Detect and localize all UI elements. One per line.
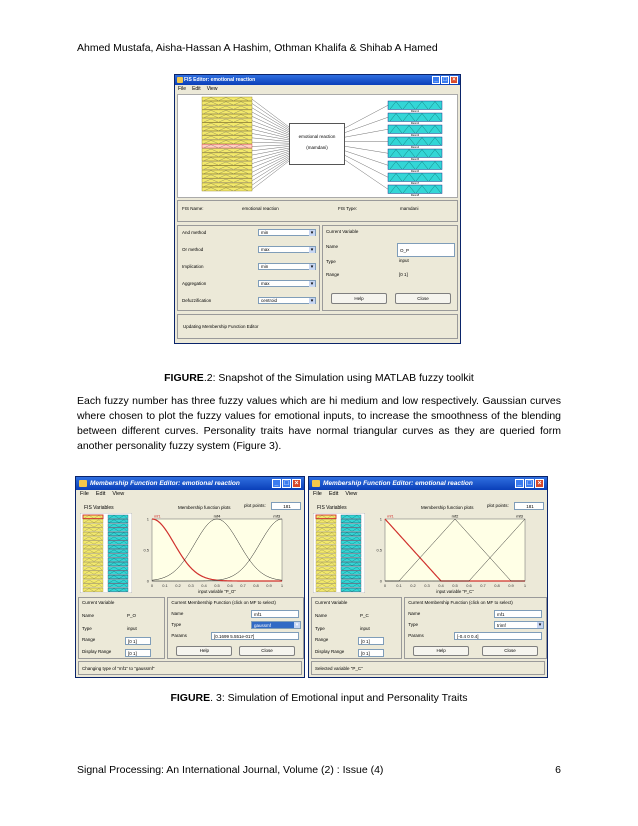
and-method-label: And method	[182, 230, 207, 235]
input-connector	[252, 145, 289, 147]
x-tick-label: 0.5	[452, 583, 458, 588]
variable-name-label: Name	[326, 244, 339, 249]
input-connector	[252, 112, 289, 132]
plot-points-field[interactable]: 181	[514, 502, 544, 510]
output-variable-block	[108, 588, 128, 592]
menu-view[interactable]: View	[206, 86, 218, 92]
input-variable-block	[83, 571, 103, 575]
output-connector	[345, 151, 388, 165]
status-text: Changing type of "mf1" to "gaussmf"	[82, 666, 155, 671]
figure3-caption	[0, 692, 638, 704]
display-range-label: Display Range	[82, 649, 112, 654]
input-variable-block	[316, 519, 336, 523]
output-connector	[345, 160, 388, 189]
matlab-icon	[177, 77, 183, 83]
mf-label: mf1	[153, 513, 161, 519]
output-variable-block	[108, 519, 128, 523]
y-tick-label: 1	[146, 516, 149, 522]
input-connector	[252, 161, 289, 189]
menu-edit[interactable]: Edit	[95, 491, 106, 497]
range-field[interactable]: [0 1]	[125, 637, 151, 645]
system-type: (mamdani)	[306, 145, 328, 150]
x-tick-label: 0.1	[162, 583, 168, 588]
minimize-icon[interactable]: _	[515, 479, 524, 488]
output-variable-block	[388, 125, 442, 134]
page-number: 6	[555, 764, 561, 776]
display-range-field[interactable]: [0 1]	[358, 649, 384, 657]
input-variable-block	[83, 588, 103, 592]
input-variable-block	[316, 549, 336, 553]
output-variable-block	[341, 528, 361, 532]
variable-type-label: Type	[82, 626, 92, 631]
output-variable-block	[341, 584, 361, 588]
menu-file[interactable]: File	[178, 86, 187, 92]
x-tick-label: 0.4	[438, 583, 444, 588]
variable-type-label: Type	[315, 626, 325, 631]
y-tick-label: 0	[146, 578, 149, 584]
fis-type-label: FIS Type:	[338, 206, 358, 211]
menu-edit[interactable]: Edit	[328, 491, 339, 497]
input-variable-block	[83, 541, 103, 545]
output-variable-block	[388, 173, 442, 182]
mf-label: mf2	[451, 513, 459, 519]
figure2-label: FIGURE	[164, 372, 204, 384]
close-button[interactable]: Close	[239, 646, 295, 656]
window-title: Membership Function Editor: emotional reaction	[323, 480, 473, 487]
matlab-icon	[312, 480, 320, 487]
x-axis-label: input variable "P_O"	[198, 589, 236, 594]
input-variable-block	[83, 580, 103, 584]
output-variable-block	[341, 558, 361, 562]
variable-name-value: P_O	[127, 613, 137, 618]
output-variable-block	[341, 571, 361, 575]
implication-label: Implication	[182, 264, 204, 269]
status-bar	[78, 661, 302, 675]
output-variable-block	[388, 113, 442, 122]
output-variable-block	[108, 524, 128, 528]
input-variable-block	[316, 575, 336, 579]
defuzzification-label: Defuzzification	[182, 298, 212, 303]
output-variable-block	[108, 528, 128, 532]
output-variable-block	[108, 515, 128, 519]
mf-editor-titlebar[interactable]	[76, 477, 304, 490]
or-method-label: Or method	[182, 247, 204, 252]
input-variable-block	[316, 537, 336, 541]
x-tick-label: 0.6	[466, 583, 472, 588]
membership-plot[interactable]	[371, 511, 531, 599]
current-variable-label: Current Variable	[326, 229, 359, 234]
x-tick-label: 0.6	[227, 583, 233, 588]
current-mf-panel	[404, 597, 547, 659]
current-variable-label: Current Variable	[82, 600, 115, 605]
input-variable-block	[83, 519, 103, 523]
input-connector	[252, 156, 289, 176]
minimize-icon[interactable]: _	[432, 76, 440, 84]
output-variable-block	[388, 101, 442, 110]
output-variable-block	[108, 532, 128, 536]
params-field[interactable]: [0.1699 5.551e-017]	[211, 632, 299, 640]
window-title: Membership Function Editor: emotional reaction	[90, 480, 240, 487]
fis-variables-list[interactable]	[313, 513, 365, 593]
output-variable-block	[388, 161, 442, 170]
menu-view[interactable]: View	[112, 491, 125, 497]
fis-editor-titlebar[interactable]	[175, 75, 460, 85]
variable-type-label: Type	[326, 259, 336, 264]
fis-type-value: mamdani	[400, 206, 419, 211]
x-tick-label: 0	[383, 583, 387, 588]
current-variable-panel	[322, 225, 458, 311]
maximize-icon[interactable]: □	[441, 76, 449, 84]
menu-view[interactable]: View	[345, 491, 358, 497]
output-variable-block	[341, 545, 361, 549]
output-variable-block	[108, 537, 128, 541]
output-connector	[345, 155, 388, 177]
output-label: Resm7	[410, 181, 420, 185]
help-button[interactable]: Help	[331, 293, 387, 304]
input-variable-block	[83, 549, 103, 553]
menu-edit[interactable]: Edit	[192, 86, 201, 92]
input-variable-block	[316, 515, 336, 519]
output-variable-block	[341, 515, 361, 519]
input-connector	[252, 134, 289, 140]
x-tick-label: 0.9	[508, 583, 514, 588]
mf-type-select[interactable]: gaussmf ▾	[251, 621, 301, 629]
display-range-field[interactable]: [0 1]	[125, 649, 151, 657]
menubar	[76, 490, 304, 499]
variable-name-label: Name	[315, 613, 328, 618]
fis-diagram	[177, 94, 458, 198]
variable-range-value: [0 1]	[399, 272, 408, 277]
input-variable-block	[316, 524, 336, 528]
y-tick-label: 0.5	[376, 547, 382, 553]
output-variable-block	[108, 575, 128, 579]
x-tick-label: 1	[280, 583, 284, 588]
figure3-label: FIGURE	[170, 692, 211, 704]
fis-variables-list[interactable]	[80, 513, 132, 593]
output-connector	[345, 146, 388, 153]
input-variable-block	[316, 554, 336, 558]
x-tick-label: 0.8	[494, 583, 500, 588]
status-bar	[311, 661, 545, 675]
defuzzification-select[interactable]: centroid ▾	[258, 297, 316, 304]
x-tick-label: 0.7	[480, 583, 486, 588]
input-variable-block	[83, 532, 103, 536]
status-text: Selected variable "P_C"	[315, 666, 363, 671]
input-variable-block	[316, 545, 336, 549]
input-connector	[252, 158, 289, 181]
x-tick-label: 0.2	[175, 583, 181, 588]
output-variable-block	[108, 584, 128, 588]
y-tick-label: 0	[379, 578, 382, 584]
status-text: Updating Membership Function Editor	[183, 324, 259, 329]
mf-editor-titlebar[interactable]	[309, 477, 547, 490]
output-variable-block	[388, 185, 442, 194]
input-variable-block	[316, 562, 336, 566]
input-variable-block	[83, 584, 103, 588]
current-mf-panel	[167, 597, 304, 659]
x-tick-label: 0.3	[188, 583, 194, 588]
input-connector	[252, 138, 289, 142]
and-method-select[interactable]: min ▾	[258, 229, 316, 236]
output-variable-block	[388, 149, 442, 158]
figure2-caption-text: .2: Snapshot of the Simulation using MATLAB fuzzy toolkit	[203, 372, 474, 384]
input-variable-block	[83, 562, 103, 566]
mf-type-label: Type	[171, 622, 182, 627]
close-icon[interactable]: ×	[450, 76, 458, 84]
output-variable-block	[108, 580, 128, 584]
output-label: Resm6	[410, 169, 420, 173]
y-tick-label: 1	[379, 516, 382, 522]
current-variable-panel	[311, 597, 402, 659]
variable-range-label: Range	[82, 637, 96, 642]
mf-editor-window-left	[75, 476, 305, 678]
mf-name-field[interactable]: mf1	[494, 610, 542, 618]
output-variable-block	[108, 558, 128, 562]
menubar	[175, 85, 460, 93]
x-tick-label: 0.8	[253, 583, 259, 588]
output-variable-block	[388, 137, 442, 146]
status-bar	[177, 314, 458, 339]
or-method-select[interactable]: max ▾	[258, 246, 316, 253]
aggregation-label: Aggregation	[182, 281, 207, 286]
variable-name-field[interactable]: O_P	[397, 243, 455, 257]
fis-variables-label: FIS Variables	[317, 505, 347, 511]
input-variable-block	[83, 537, 103, 541]
input-connector	[252, 150, 289, 160]
output-variable-block	[341, 588, 361, 592]
output-label: Resm3	[410, 133, 420, 137]
plot-points-label: plot points:	[244, 503, 266, 508]
menubar	[309, 490, 547, 499]
output-variable-block	[341, 537, 361, 541]
maximize-icon[interactable]: □	[525, 479, 534, 488]
input-connector	[252, 151, 289, 163]
output-variable-block	[341, 549, 361, 553]
output-variable-block	[341, 567, 361, 571]
input-connector	[252, 142, 289, 143]
mf-name-field[interactable]: mf1	[251, 610, 299, 618]
output-label: Resm2	[410, 121, 420, 125]
input-variable-block	[316, 571, 336, 575]
close-icon[interactable]: ×	[535, 479, 544, 488]
fis-name-panel	[177, 200, 458, 222]
x-tick-label: 0.2	[410, 583, 416, 588]
aggregation-select[interactable]: max ▾	[258, 280, 316, 287]
input-connector	[252, 153, 289, 168]
plot-area	[385, 519, 525, 581]
params-field[interactable]: [-0.4 0 0.4]	[454, 632, 542, 640]
variable-type-value: input	[127, 626, 137, 631]
input-connector	[252, 146, 289, 150]
maximize-icon[interactable]: □	[282, 479, 291, 488]
output-label: Resm1	[410, 109, 420, 113]
output-label: Resm4	[410, 145, 420, 149]
output-label: Resm8	[410, 193, 420, 197]
output-variable-block	[108, 545, 128, 549]
variable-type-value: input	[360, 626, 370, 631]
mf-label: mf4	[213, 513, 221, 519]
output-variable-block	[341, 580, 361, 584]
params-label: Params	[408, 633, 424, 638]
x-axis-label: input variable "P_C"	[436, 589, 474, 594]
mf-editor-window-right	[308, 476, 548, 678]
variable-range-label: Range	[315, 637, 329, 642]
mf-label: mf1	[387, 513, 394, 519]
variable-range-label: Range	[326, 272, 340, 277]
x-tick-label: 0.9	[266, 583, 272, 588]
output-variable-block	[341, 575, 361, 579]
input-connector	[252, 148, 289, 155]
x-tick-label: 0.5	[214, 583, 220, 588]
variable-type-value: input	[399, 258, 409, 263]
input-variable-block	[83, 545, 103, 549]
input-variable-block	[316, 567, 336, 571]
journal-info: Signal Processing: An International Journal, Volume (2) : Issue (4)	[77, 764, 384, 776]
menu-file[interactable]: File	[80, 491, 89, 497]
output-variable-block	[341, 519, 361, 523]
implication-select[interactable]: min ▾	[258, 263, 316, 270]
minimize-icon[interactable]: _	[272, 479, 281, 488]
fis-system-box[interactable]	[289, 123, 345, 165]
matlab-icon	[79, 480, 87, 487]
output-variable-block	[108, 562, 128, 566]
close-button[interactable]: Close	[482, 646, 538, 656]
current-mf-label: Current Membership Function (click on MF to select)	[408, 600, 513, 605]
plot-points-field[interactable]: 181	[271, 502, 301, 510]
output-variable-block	[341, 524, 361, 528]
variable-name-value: P_C	[360, 613, 369, 618]
input-variable-block	[316, 528, 336, 532]
help-button[interactable]: Help	[413, 646, 469, 656]
window-title: FIS Editor: emotional reaction	[184, 77, 256, 83]
figure2-caption	[0, 372, 638, 384]
mf-label: mf3	[516, 513, 523, 519]
fis-name-label: FIS Name:	[182, 206, 204, 211]
output-variable-block	[108, 554, 128, 558]
help-button[interactable]: Help	[176, 646, 232, 656]
input-variable-block	[316, 532, 336, 536]
close-icon[interactable]: ×	[292, 479, 301, 488]
output-variable-block	[108, 571, 128, 575]
current-mf-label: Current Membership Function (click on MF to select)	[171, 600, 276, 605]
methods-panel	[177, 225, 320, 311]
input-variable-block	[316, 558, 336, 562]
input-variable-block	[83, 567, 103, 571]
output-variable-block	[341, 562, 361, 566]
x-tick-label: 1	[523, 583, 527, 588]
output-label: Resm5	[410, 157, 420, 161]
fis-variables-label: FIS Variables	[84, 505, 114, 511]
output-variable-block	[108, 549, 128, 553]
x-tick-label: 0.3	[424, 583, 430, 588]
input-variable-block	[83, 524, 103, 528]
mf-plots-label: Membership function plots	[421, 505, 474, 510]
input-variable-block	[83, 575, 103, 579]
x-tick-label: 0.4	[201, 583, 207, 588]
input-variable-block	[83, 558, 103, 562]
mf-plots-label: Membership function plots	[178, 505, 231, 510]
input-variable-block	[316, 580, 336, 584]
system-name: emotional reaction	[298, 134, 336, 139]
mf-name-label: Name	[171, 611, 184, 616]
input-variable-block	[83, 528, 103, 532]
figure3-caption-text: . 3: Simulation of Emotional input and Personality Traits	[210, 692, 468, 704]
input-variable-block	[83, 515, 103, 519]
params-label: Params	[171, 633, 187, 638]
y-tick-label: 0.5	[143, 547, 149, 553]
range-field[interactable]: [0 1]	[358, 637, 384, 645]
mf-label: mf3	[273, 513, 281, 519]
plot-points-label: plot points:	[487, 503, 509, 508]
x-tick-label: 0.1	[396, 583, 402, 588]
x-tick-label: 0.7	[240, 583, 246, 588]
membership-plot[interactable]	[138, 511, 288, 599]
variable-name-label: Name	[82, 613, 95, 618]
output-variable-block	[108, 567, 128, 571]
display-range-label: Display Range	[315, 649, 345, 654]
fis-name-value: emotional reaction	[242, 206, 279, 211]
output-connector	[345, 105, 388, 128]
mf-name-label: Name	[408, 611, 421, 616]
body-paragraph: Each fuzzy number has three fuzzy values which are hi medium and low respectively. Gaussian curves where chosen to plot the fuzzy values for emotional inputs, to increase the smoothness of the blending between different curves. Personality traits have normal triangular curves as they are queried form another personality fuzzy system (Figure 3).	[77, 395, 561, 452]
input-connector	[252, 129, 289, 138]
current-variable-label: Current Variable	[315, 600, 348, 605]
input-variable-block	[316, 588, 336, 592]
mf-type-label: Type	[408, 622, 418, 627]
input-variable-block	[316, 541, 336, 545]
fis-editor-window	[174, 74, 461, 344]
output-variable-block	[341, 541, 361, 545]
footer	[77, 764, 561, 776]
input-variable-block	[83, 554, 103, 558]
output-variable-block	[108, 541, 128, 545]
mf-type-select[interactable]: trimf ▾	[494, 621, 544, 629]
output-variable-block	[341, 554, 361, 558]
close-button[interactable]: Close	[395, 293, 451, 304]
menu-file[interactable]: File	[313, 491, 322, 497]
input-variable-block	[316, 584, 336, 588]
current-variable-panel	[78, 597, 165, 659]
x-tick-label: 0	[150, 583, 154, 588]
running-header: Ahmed Mustafa, Aisha-Hassan A Hashim, Othman Khalifa & Shihab A Hamed	[77, 42, 438, 54]
plot-area	[152, 519, 282, 581]
output-variable-block	[341, 532, 361, 536]
